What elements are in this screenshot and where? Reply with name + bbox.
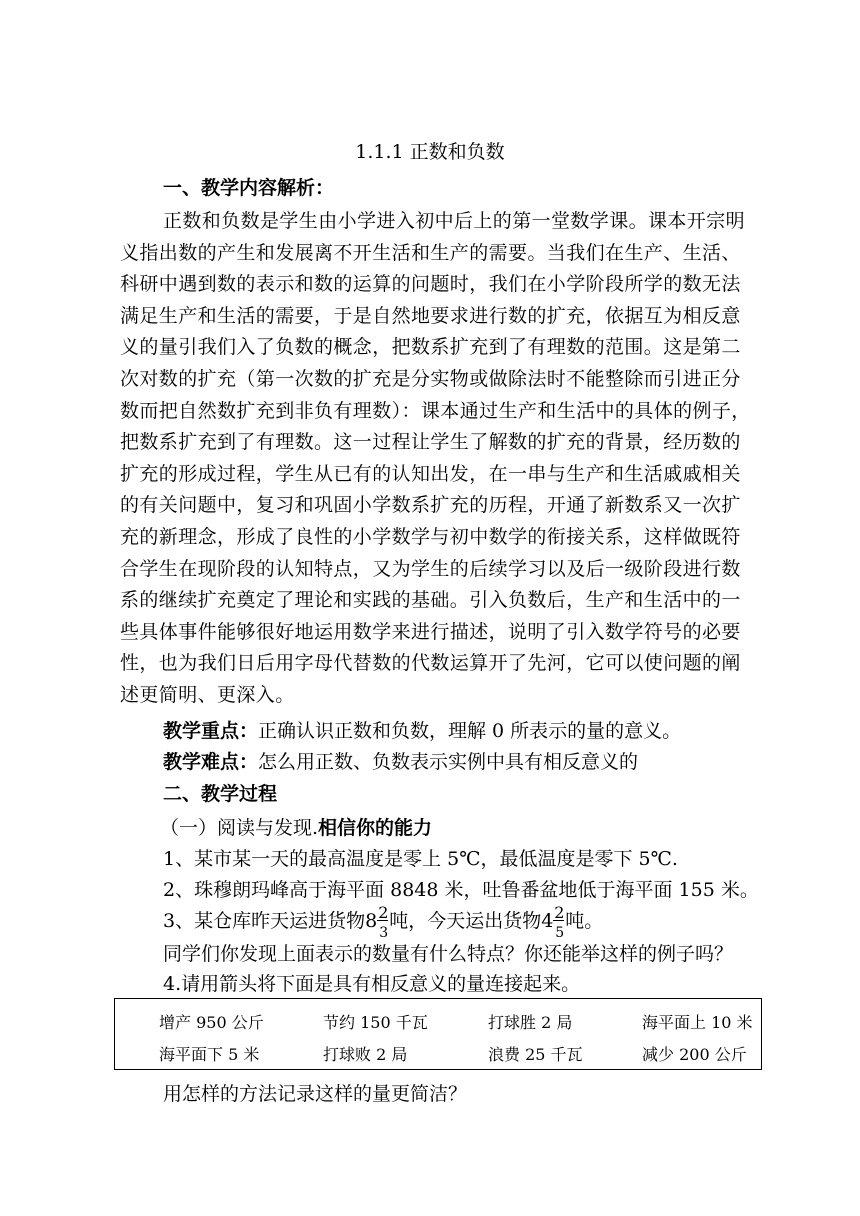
mixed-fraction-1 [365, 903, 389, 941]
key-point-text: 正确认识正数和负数，理解 0 所表示的量的意义。 [258, 720, 682, 742]
sub-heading-bold: 相信你的能力 [318, 817, 433, 839]
fraction-2-numerator: 2 [554, 903, 565, 922]
key-point-label: 教学重点： [163, 720, 259, 742]
matching-table [114, 998, 762, 1070]
mixed-fraction-2 [541, 903, 565, 941]
paragraph-line: 些具体事件能够很好地运用数学来进行描述，说明了引入数学符号的必要 [120, 621, 741, 643]
paragraph-line: 次对数的扩充（第一次数的扩充是分实物或做除法时不能整除而引进正分 [120, 368, 741, 390]
paragraph-line: 性，也为我们日后用字母代替数的代数运算开了先河，它可以使问题的阐 [120, 652, 741, 674]
page-title: 1.1.1 正数和负数 [355, 141, 505, 163]
fraction-1-whole: 8 [365, 910, 378, 932]
paragraph-line: 把数系扩充到了有理数。这一过程让学生了解数的扩充的背景，经历数的 [120, 431, 741, 453]
paragraph-line: 正数和负数是学生由小学进入初中后上的第一堂数学课。课本开宗明 [163, 210, 746, 232]
paragraph-line: 合学生在现阶段的认知特点，又为学生的后续学习以及后一级阶段进行数 [120, 558, 741, 580]
key-point-line [163, 717, 681, 745]
item-3-part2: 吨，今天运出货物 [389, 910, 542, 932]
section2-heading: 二、教学过程 [163, 783, 278, 805]
paragraph-line: 述更简明、更深入。 [120, 684, 295, 706]
difficulty-line [163, 748, 638, 776]
item-1: 1、某市某一天的最高温度是零上 5℃，最低温度是零下 5℃. [163, 848, 678, 870]
sub-heading-prefix: （一）阅读与发现. [160, 817, 319, 839]
item-2: 2、珠穆朗玛峰高于海平面 8848 米，吐鲁番盆地低于海平面 155 米。 [163, 879, 759, 901]
fraction-2-denominator: 5 [555, 925, 565, 941]
table-cell: 浪费 25 千瓦 [488, 1045, 583, 1064]
section1-heading: 一、教学内容解析： [163, 177, 335, 199]
fraction-2-whole: 4 [541, 910, 554, 932]
table-cell: 增产 950 公斤 [159, 1013, 264, 1032]
table-cell: 打球败 2 局 [323, 1045, 408, 1064]
table-cell: 海平面上 10 米 [642, 1013, 753, 1032]
fraction-1-denominator: 3 [379, 925, 389, 941]
paragraph-line: 义指出数的产生和发展离不开生活和生产的需要。当我们在生产、生活、 [120, 242, 741, 264]
paragraph-line: 系的继续扩充奠定了理论和实践的基础。引入负数后，生产和生活中的一 [120, 589, 741, 611]
item-3-part3: 吨。 [565, 910, 604, 932]
paragraph-line: 数而把自然数扩充到非负有理数）：课本通过生产和生活中的具体的例子， [120, 400, 751, 422]
paragraph-line: 的有关问题中，复习和巩固小学数系扩充的历程，开通了新数系又一次扩 [120, 494, 741, 516]
fraction-1-numerator: 2 [378, 903, 389, 922]
paragraph-line: 科研中遇到数的表示和数的运算的问题时，我们在小学阶段所学的数无法 [120, 273, 741, 295]
sub-heading [160, 814, 432, 842]
difficulty-label: 教学难点： [163, 751, 259, 773]
item-3-part1: 3、某仓库昨天运进货物 [163, 910, 366, 932]
paragraph-line: 满足生产和生活的需要，于是自然地要求进行数的扩充，依据互为相反意 [120, 305, 741, 327]
table-cell: 打球胜 2 局 [488, 1013, 573, 1032]
item-4: 4.请用箭头将下面是具有相反意义的量连接起来。 [163, 973, 581, 995]
item-3 [163, 903, 604, 941]
question-1: 同学们你发现上面表示的数量有什么特点？你还能举这样的例子吗？ [163, 943, 734, 965]
table-cell: 节约 150 千瓦 [323, 1013, 428, 1032]
paragraph-line: 义的量引我们入了负数的概念，把数系扩充到了有理数的范围。这是第二 [120, 336, 741, 358]
table-cell: 减少 200 公斤 [642, 1045, 747, 1064]
question-2: 用怎样的方法记录这样的量更简洁？ [163, 1083, 468, 1105]
paragraph-line: 充的新理念，形成了良性的小学数学与初中数学的衔接关系，这样做既符 [120, 526, 741, 548]
difficulty-text: 怎么用正数、负数表示实例中具有相反意义的 [258, 751, 639, 773]
paragraph-line: 扩充的形成过程，学生从已有的认知出发，在一串与生产和生活戚戚相关 [120, 463, 741, 485]
table-cell: 海平面下 5 米 [159, 1045, 260, 1064]
